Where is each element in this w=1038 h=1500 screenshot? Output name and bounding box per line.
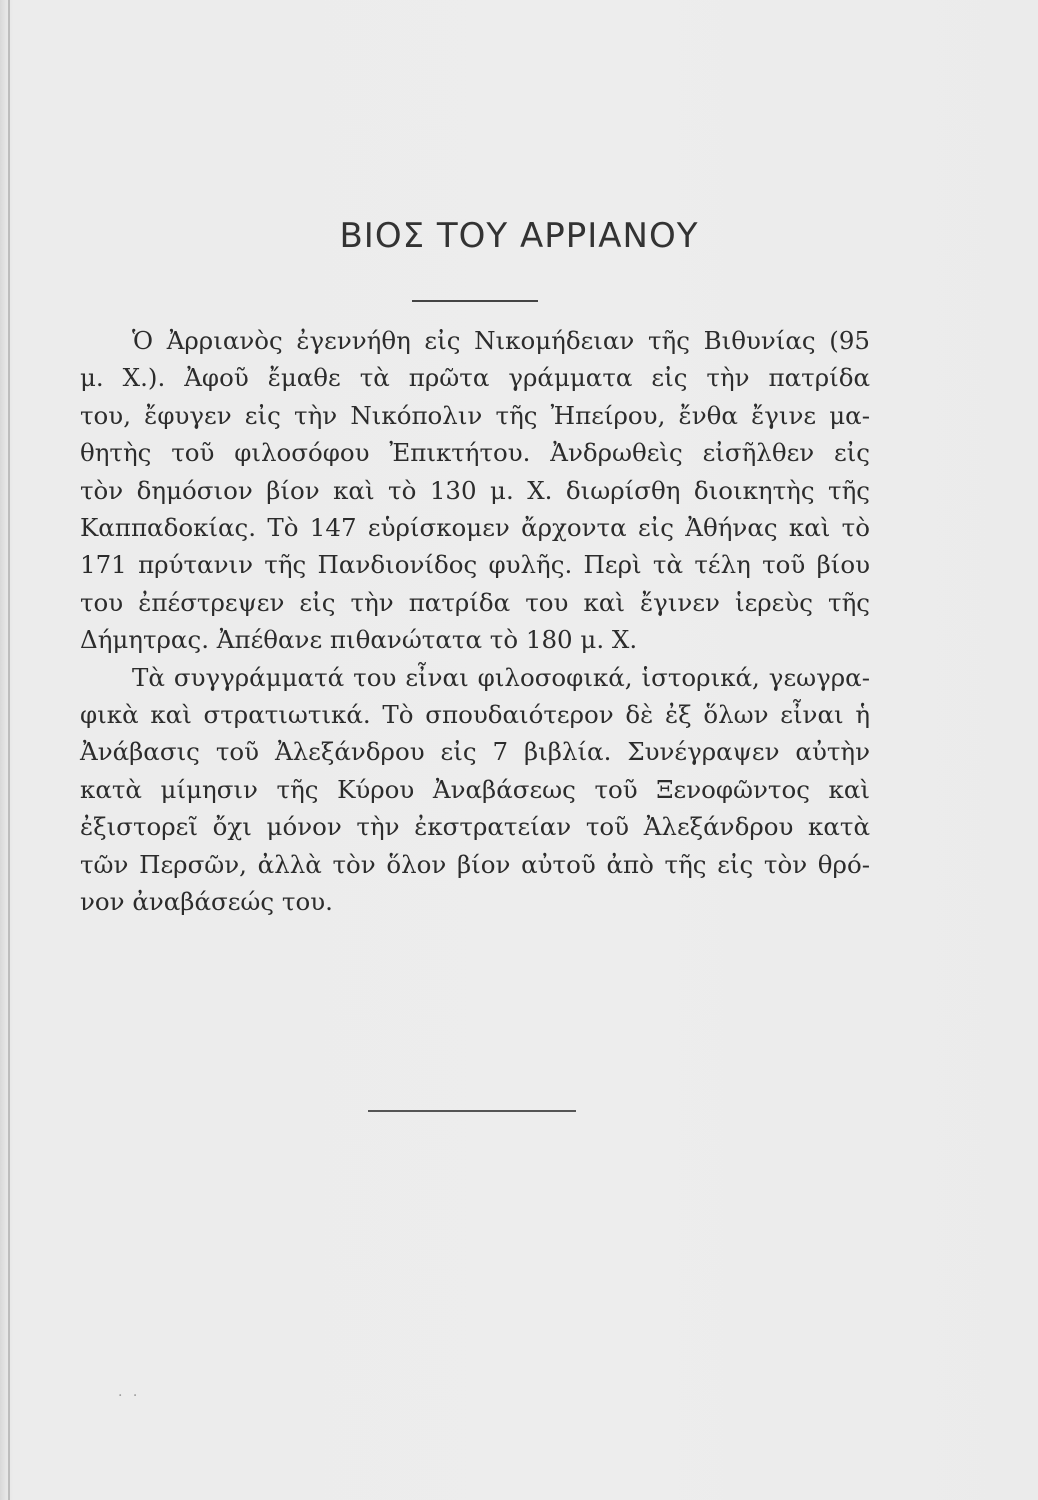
text-line: νον ἀναβάσεώς του. (80, 887, 333, 917)
text-line: φικὰ καὶ στρατιωτικά. Τὸ σπουδαιότερον δὲ ἐξ ὅλων εἶναι ἡ (80, 700, 870, 730)
text-line: τὸν δημόσιον βίον καὶ τὸ 130 μ. Χ. διωρίσθη διοικητὴς τῆς (80, 475, 870, 505)
text-line: Καππαδοκίας. Τὸ 147 εὑρίσκομεν ἄρχοντα εἰς Ἀθήνας καὶ τὸ (80, 513, 870, 543)
text-line: του, ἔφυγεν εἰς τὴν Νικόπολιν τῆς Ἠπείρου, ἔνθα ἔγινε μα- (80, 400, 870, 430)
text-line: κατὰ μίμησιν τῆς Κύρου Ἀναβάσεως τοῦ Ξενοφῶντος καὶ (80, 774, 870, 804)
stray-marks: · · (118, 1388, 141, 1404)
text-line: Ἀνάβασις τοῦ Ἀλεξάνδρου εἰς 7 βιβλία. Συνέγραψεν αὐτὴν (80, 737, 870, 767)
text-line: Δήμητρας. Ἀπέθανε πιθανώτατα τὸ 180 μ. Χ. (80, 625, 638, 655)
end-divider (368, 1110, 576, 1112)
text-line: τῶν Περσῶν, ἀλλὰ τὸν ὅλον βίον αὐτοῦ ἀπὸ τῆς εἰς τὸν θρό- (80, 849, 870, 879)
text-line: μ. Χ.). Ἀφοῦ ἔμαθε τὰ πρῶτα γράμματα εἰς τὴν πατρίδα (80, 363, 870, 393)
text-line: θητὴς τοῦ φιλοσόφου Ἐπικτήτου. Ἀνδρωθεὶς εἰσῆλθεν εἰς (80, 438, 870, 468)
text-line: του ἐπέστρεψεν εἰς τὴν πατρίδα του καὶ ἔγινεν ἱερεὺς τῆς (80, 587, 870, 617)
text-line: 171 πρύτανιν τῆς Πανδιονίδος φυλῆς. Περὶ τὰ τέλη τοῦ βίου (80, 550, 870, 580)
title-divider (412, 300, 538, 302)
body-text (80, 322, 870, 921)
text-line: Ὁ Ἀρριανὸς ἐγεννήθη εἰς Νικομήδειαν τῆς Βιθυνίας (95 (132, 326, 870, 355)
text-line: Τὰ συγγράμματά του εἶναι φιλοσοφικά, ἱστορικά, γεωγρα- (132, 662, 870, 692)
text-line: ἐξιστορεῖ ὄχι μόνον τὴν ἐκστρατείαν τοῦ Ἀλεξάνδρου κατὰ (80, 812, 870, 842)
page-title: ΒΙΟΣ ΤΟΥ ΑΡΡΙΑΝΟΥ (339, 216, 699, 256)
